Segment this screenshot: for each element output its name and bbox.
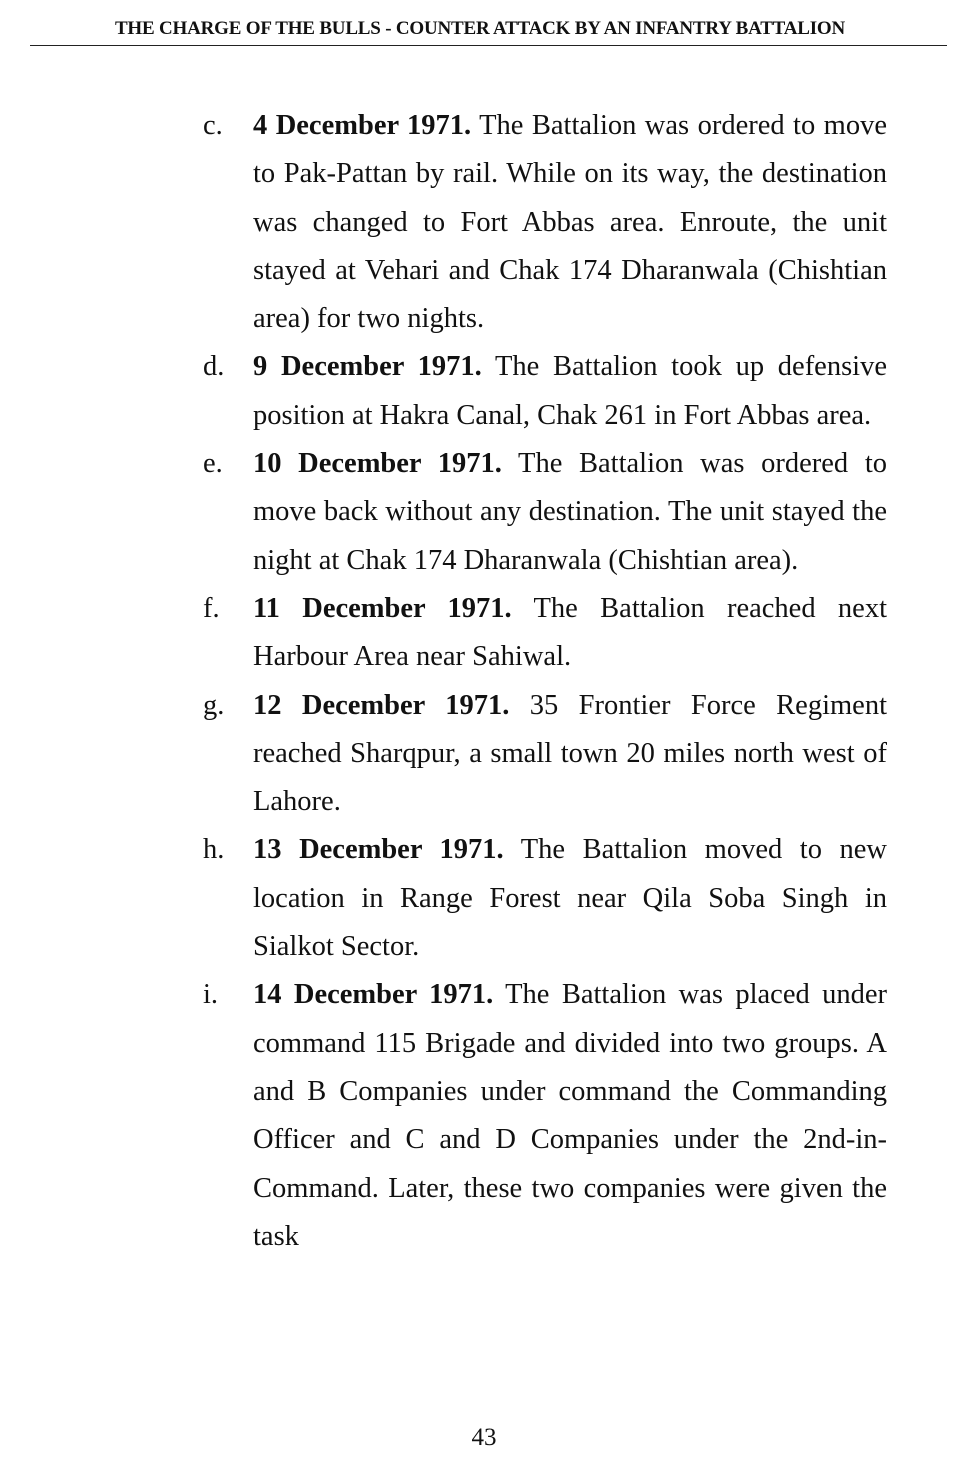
item-body: [253, 440, 887, 585]
item-marker: d.: [203, 351, 225, 383]
item-text: The Battalion reached next Harbour Area near Sahiwal.: [253, 592, 887, 673]
item-text: The Battalion was placed under command 115 Brigade and divided into two groups. A and B Companies under command the Commanding Officer and C and D Companies under the 2nd-in-Command. Later, these two companies were given the task: [253, 979, 887, 1252]
list-item: [203, 826, 887, 971]
list-item: [203, 585, 887, 682]
item-text: The Battalion was ordered to move to Pak-Pattan by rail. While on its way, the destination was changed to Fort Abbas area. Enroute, the unit stayed at Vehari and Chak 174 Dharanwala (Chishtian area) for two nights.: [253, 110, 887, 335]
running-header: THE CHARGE OF THE BULLS - COUNTER ATTACK BY AN INFANTRY BATTALION: [114, 18, 846, 39]
chronology-list: [203, 102, 887, 1261]
item-text: The Battalion took up defensive position at Hakra Canal, Chak 261 in Fort Abbas area.: [253, 351, 887, 431]
item-body: [253, 102, 887, 343]
item-body: [253, 343, 887, 440]
item-date: 11 December 1971.: [253, 592, 512, 624]
page-number: 43: [471, 1424, 497, 1451]
header-rule: [30, 45, 947, 46]
item-date: 13 December 1971.: [253, 834, 504, 866]
item-body: [253, 585, 887, 682]
item-marker: f.: [203, 592, 220, 624]
item-text: The Battalion moved to new location in Range Forest near Qila Soba Singh in Sialkot Sector.: [253, 834, 888, 963]
item-marker: c.: [203, 110, 223, 141]
item-marker: e.: [203, 448, 223, 480]
item-date: 4 December 1971.: [253, 110, 472, 141]
list-item: [203, 343, 887, 440]
item-date: 9 December 1971.: [253, 351, 482, 383]
item-marker: h.: [203, 834, 225, 866]
list-item: [203, 440, 887, 585]
item-body: [253, 682, 887, 827]
item-date: 10 December 1971.: [253, 448, 502, 480]
item-marker: i.: [203, 979, 219, 1011]
item-text: 35 Frontier Force Regiment reached Sharqpur, a small town 20 miles north west of Lahore.: [253, 689, 887, 818]
list-item: [203, 682, 887, 827]
item-marker: g.: [203, 689, 225, 721]
item-date: 12 December 1971.: [253, 689, 510, 721]
item-body: [253, 826, 887, 971]
list-item: [203, 102, 887, 343]
item-body: [253, 971, 887, 1261]
item-date: 14 December 1971.: [253, 979, 494, 1011]
item-text: The Battalion was ordered to move back without any destination. The unit stayed the night at Chak 174 Dharanwala (Chishtian area).: [253, 448, 888, 576]
list-item: [203, 971, 887, 1261]
